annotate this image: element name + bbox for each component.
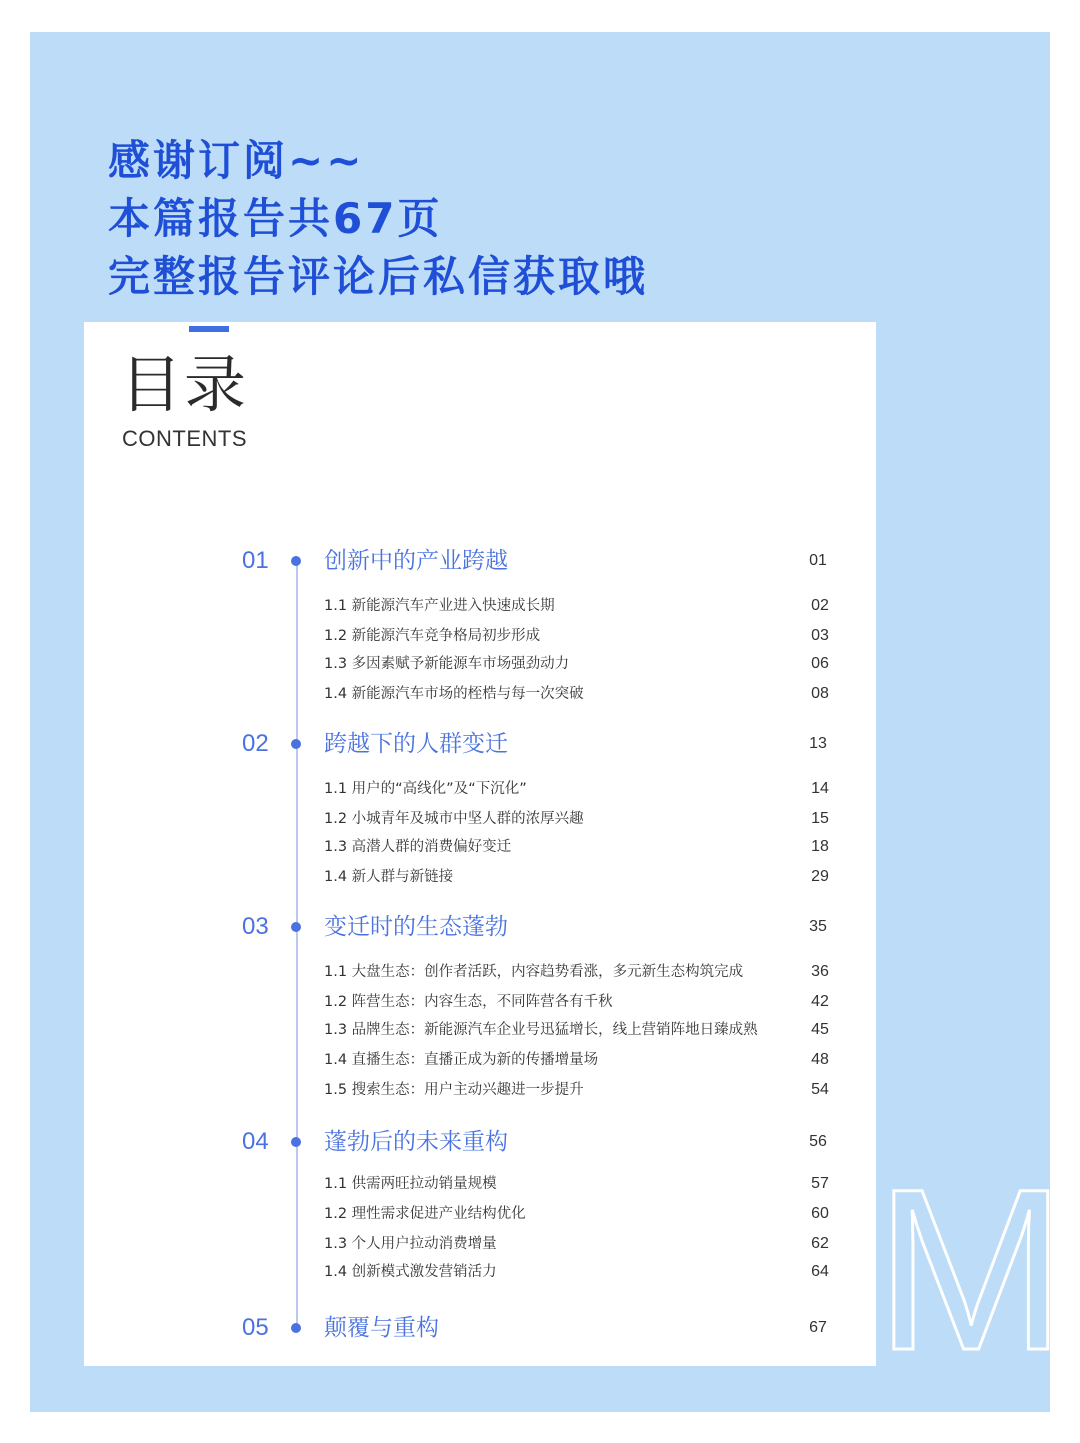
toc-item[interactable] — [84, 651, 876, 677]
section-page: 67 — [809, 1319, 827, 1336]
toc-item-page: 06 — [811, 655, 829, 672]
toc-item-page: 18 — [811, 838, 829, 855]
toc-item-page: 57 — [811, 1175, 829, 1192]
toc-item[interactable] — [84, 959, 876, 985]
toc-item-text: 1.1 大盘生态：创作者活跃，内容趋势看涨，多元新生态构筑完成 — [324, 964, 744, 980]
toc-item[interactable] — [84, 623, 876, 649]
toc-title: 目录 — [120, 348, 249, 421]
section-page: 35 — [809, 918, 827, 935]
promo-line-3: 完整报告评论后私信获取哦 — [108, 252, 649, 301]
toc-item-text: 1.4 创新模式激发营销活力 — [324, 1264, 497, 1280]
toc-item-page: 36 — [811, 963, 829, 980]
section-title: 颠覆与重构 — [324, 1315, 439, 1341]
toc-item[interactable] — [84, 681, 876, 707]
toc-section[interactable] — [84, 724, 876, 764]
toc-item-text: 1.2 小城青年及城市中坚人群的浓厚兴趣 — [324, 811, 584, 827]
title-accent-bar — [189, 326, 229, 332]
toc-item-page: 48 — [811, 1051, 829, 1068]
toc-item-page: 03 — [811, 627, 829, 644]
toc-item-page: 60 — [811, 1205, 829, 1222]
toc-item[interactable] — [84, 1201, 876, 1227]
toc-section[interactable] — [84, 907, 876, 947]
toc-item[interactable] — [84, 1231, 876, 1257]
toc-item[interactable] — [84, 1077, 876, 1103]
toc-item[interactable] — [84, 1017, 876, 1043]
toc-item-text: 1.2 阵营生态：内容生态，不同阵营各有千秋 — [324, 994, 613, 1010]
toc-item[interactable] — [84, 593, 876, 619]
section-number: 02 — [242, 730, 269, 757]
timeline-dot — [291, 556, 301, 566]
toc-item[interactable] — [84, 1171, 876, 1197]
toc-item-text: 1.1 供需两旺拉动销量规模 — [324, 1176, 497, 1192]
section-title: 蓬勃后的未来重构 — [324, 1129, 508, 1155]
section-number: 05 — [242, 1314, 269, 1341]
timeline-dot — [291, 1137, 301, 1147]
promo-line-2: 本篇报告共67页 — [108, 194, 443, 243]
toc-item-text: 1.3 多因素赋予新能源车市场强劲动力 — [324, 656, 570, 672]
toc-page — [84, 322, 876, 1366]
toc-item-page: 15 — [811, 810, 829, 827]
section-title: 跨越下的人群变迁 — [324, 731, 508, 757]
toc-item-text: 1.3 品牌生态：新能源汽车企业号迅猛增长，线上营销阵地日臻成熟 — [324, 1022, 758, 1038]
section-page: 01 — [809, 552, 827, 569]
toc-item-page: 42 — [811, 993, 829, 1010]
toc-subtitle: CONTENTS — [122, 426, 247, 451]
timeline-dot — [291, 922, 301, 932]
toc-item-page: 62 — [811, 1235, 829, 1252]
toc-item[interactable] — [84, 989, 876, 1015]
section-page: 56 — [809, 1133, 827, 1150]
promo-text — [108, 132, 648, 306]
toc-item-text: 1.2 新能源汽车竞争格局初步形成 — [324, 628, 541, 644]
section-number: 01 — [242, 547, 269, 574]
toc-item[interactable] — [84, 864, 876, 890]
section-title: 创新中的产业跨越 — [324, 548, 508, 574]
toc-item-text: 1.5 搜索生态：用户主动兴趣进一步提升 — [324, 1082, 584, 1098]
toc-item-page: 02 — [811, 597, 829, 614]
timeline-dot — [291, 739, 301, 749]
toc-item-page: 08 — [811, 685, 829, 702]
toc-item-text: 1.3 个人用户拉动消费增量 — [324, 1236, 497, 1252]
timeline-dot — [291, 1323, 301, 1333]
toc-item-page: 14 — [811, 780, 829, 797]
toc-item-text: 1.4 直播生态：直播正成为新的传播增量场 — [324, 1052, 599, 1068]
toc-item[interactable] — [84, 1259, 876, 1285]
watermark-letter: M — [875, 1141, 1067, 1398]
toc-item-page: 54 — [811, 1081, 829, 1098]
toc-item[interactable] — [84, 834, 876, 860]
toc-item-page: 45 — [811, 1021, 829, 1038]
section-number: 04 — [242, 1128, 269, 1155]
toc-item-text: 1.1 用户的“高线化”及“下沉化” — [324, 781, 527, 797]
promo-line-1: 感谢订阅~~ — [108, 136, 365, 185]
toc-item-text: 1.4 新人群与新链接 — [324, 869, 454, 885]
section-page: 13 — [809, 735, 827, 752]
toc-item[interactable] — [84, 776, 876, 802]
toc-item[interactable] — [84, 1047, 876, 1073]
toc-item-page: 29 — [811, 868, 829, 885]
toc-section[interactable] — [84, 1308, 876, 1348]
section-number: 03 — [242, 913, 269, 940]
toc-item-text: 1.4 新能源汽车市场的桎梏与每一次突破 — [324, 686, 584, 702]
section-title: 变迁时的生态蓬勃 — [324, 914, 508, 940]
toc-section[interactable] — [84, 541, 876, 581]
toc-item-page: 64 — [811, 1263, 829, 1280]
toc-section[interactable] — [84, 1122, 876, 1162]
toc-item-text: 1.2 理性需求促进产业结构优化 — [324, 1206, 526, 1222]
toc-item[interactable] — [84, 806, 876, 832]
toc-item-text: 1.3 高潜人群的消费偏好变迁 — [324, 839, 512, 855]
toc-item-text: 1.1 新能源汽车产业进入快速成长期 — [324, 598, 555, 614]
